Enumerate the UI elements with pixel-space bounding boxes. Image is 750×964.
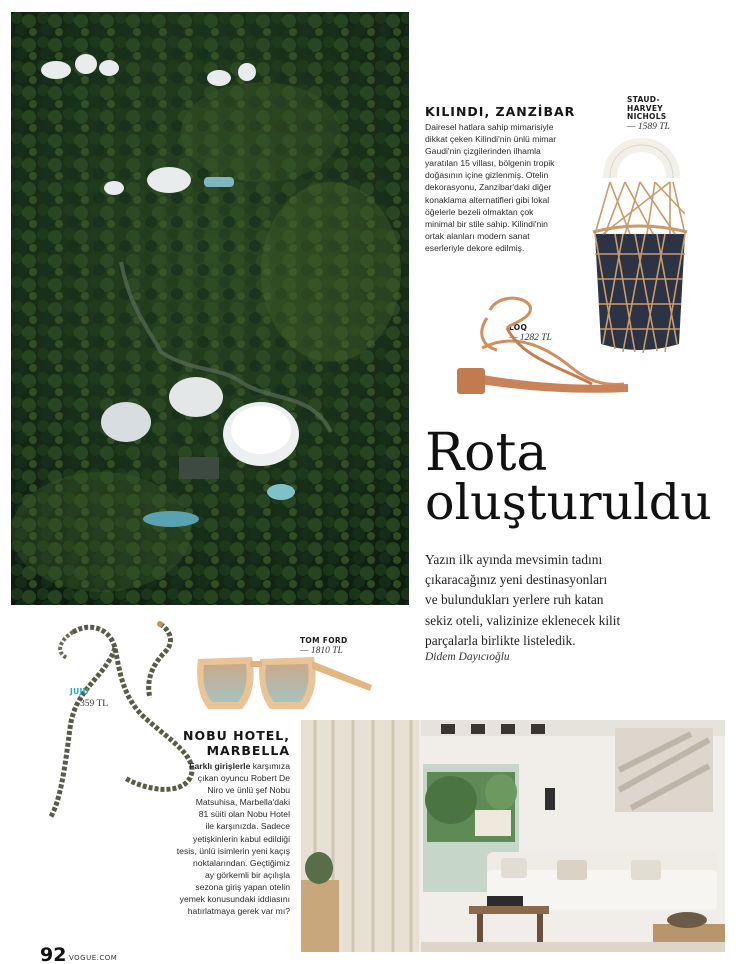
nobu-line: hatırlatmaya gerek var mı? bbox=[187, 906, 290, 917]
nobu-line: tesis, ünlü isimlerin yeni kaçış bbox=[176, 845, 290, 856]
kilindi-line: eserleriyle dekore edilmiş. bbox=[425, 242, 525, 253]
nobu-body bbox=[150, 760, 290, 917]
nobu-title-line: MARBELLA bbox=[206, 743, 290, 758]
nobu-line: çıkan oyuncu Robert De bbox=[197, 773, 290, 784]
sunglasses-price: — 1810 TL bbox=[300, 646, 343, 656]
nobu-line: Niro ve ünlü şef Nobu bbox=[207, 785, 290, 796]
nobu-lead-line bbox=[150, 760, 290, 772]
bag-brand-line: NICHOLS bbox=[627, 112, 667, 121]
hotel-interior-photo bbox=[301, 720, 725, 952]
nobu-line: 81 süiti olan Nobu Hotel bbox=[198, 809, 290, 820]
necklace-price: 359 TL bbox=[80, 699, 109, 709]
kilindi-line: Gaudi'nin çizgilerinden ilhamla bbox=[425, 146, 541, 157]
feature-intro bbox=[425, 550, 725, 651]
kilindi-line: minimal bir stile sahip. Kilindi'nin bbox=[425, 218, 548, 229]
intro-line: ve bulundukları yerlere ruh katan bbox=[425, 592, 604, 608]
kilindi-line: doğasının içine gizlenmiş. Otelin bbox=[425, 170, 549, 181]
kilindi-line: Dairesel hatlara sahip mimarisiyle bbox=[425, 122, 554, 132]
sandal-price: — 1282 TL bbox=[509, 333, 552, 343]
page-number: 92 bbox=[40, 944, 67, 964]
kilindi-line: dekorasyonu, Zanzibar'daki diğer bbox=[425, 182, 552, 193]
kilindi-title: KILINDI, ZANZİBAR bbox=[425, 104, 576, 119]
nobu-lead-rest: karşımıza bbox=[250, 761, 290, 771]
intro-line: parçalarla birlikte listeledik. bbox=[425, 632, 576, 648]
feature-headline-line1: Rota bbox=[425, 423, 548, 483]
kilindi-line: ortak alanları modern sanat bbox=[425, 230, 530, 241]
intro-line: Yazın ilk ayında mevsimin tadını bbox=[425, 552, 603, 567]
sandal-brand: LOQ bbox=[509, 323, 528, 332]
nobu-line: ile karşınızda. Sadece bbox=[205, 821, 290, 832]
nobu-title bbox=[160, 728, 290, 758]
necklace-brand: JUJU bbox=[70, 687, 89, 696]
nobu-lead: Farklı girişlerle bbox=[189, 761, 251, 771]
sunglasses-brand: TOM FORD bbox=[300, 636, 348, 645]
nobu-line: ay görkemli bir açılışla bbox=[204, 869, 290, 880]
feature-headline-line2: oluşturuldu bbox=[425, 474, 712, 531]
bag-brand bbox=[627, 96, 667, 122]
bag-brand-line: HARVEY bbox=[627, 103, 664, 113]
bag-brand-line: STAUD- bbox=[627, 95, 660, 104]
nobu-line: yemek konusundaki iddiasını bbox=[179, 894, 290, 905]
nobu-line: yetişkinlerin kabul edildiği bbox=[193, 833, 290, 844]
nobu-title-line: NOBU HOTEL, bbox=[183, 728, 290, 743]
aerial-hotel-photo bbox=[11, 12, 409, 605]
nobu-line: Matsuhisa, Marbella'daki bbox=[195, 797, 290, 808]
sunglasses-image bbox=[194, 651, 376, 721]
kilindi-line: öğelerle bezeli olmaktan çok bbox=[425, 206, 534, 217]
intro-line: sekiz oteli, valizinize eklenecek kilit bbox=[425, 612, 621, 628]
intro-line: çıkaracağınız yeni destinasyonları bbox=[425, 572, 608, 588]
nobu-line: sezona giriş yapan otelin bbox=[195, 881, 290, 892]
sandal-image bbox=[452, 288, 632, 398]
nobu-line: noktalarından. Geçtiğimiz bbox=[193, 857, 290, 868]
kilindi-line: yaratılan 15 villası, bölgenin tropik bbox=[425, 158, 555, 169]
kilindi-line: dikkat çeken Kilindi'nin ünlü mimar bbox=[425, 134, 557, 145]
byline: Didem Dayıcıoğlu bbox=[425, 651, 510, 663]
kilindi-line: konaklama alternatifleri gibi lokal bbox=[425, 194, 550, 205]
folio-site: VOGUE.COM bbox=[69, 954, 118, 962]
kilindi-body bbox=[425, 121, 605, 254]
bag-price: — 1589 TL bbox=[627, 122, 670, 132]
